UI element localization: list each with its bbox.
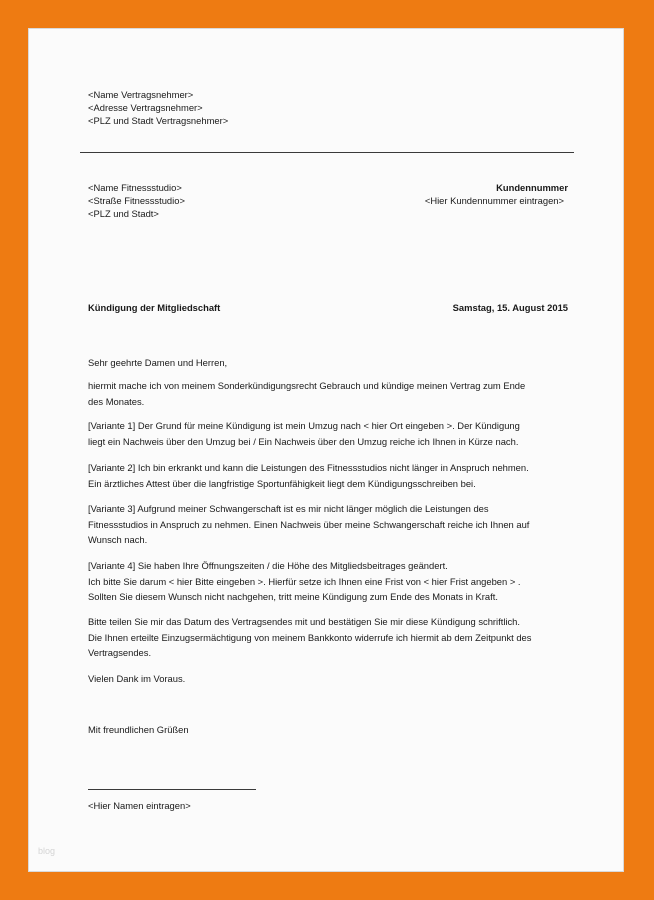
variant-3-line: Wunsch nach. bbox=[88, 534, 148, 545]
confirmation-line: Bitte teilen Sie mir das Datum des Vertragsendes mit und bestätigen Sie mir diese Kündigung schriftlich. bbox=[88, 616, 520, 627]
variant-1-line: [Variante 1] Der Grund für meine Kündigung ist mein Umzug nach < hier Ort eingeben >. Der Kündigung bbox=[88, 420, 520, 431]
intro-line: hiermit mache ich von meinem Sonderkündigungsrecht Gebrauch und kündige meinen Vertrag zum Ende bbox=[88, 380, 526, 391]
closing-line: Mit freundlichen Grüßen bbox=[88, 724, 189, 735]
header-divider bbox=[80, 152, 574, 153]
variant-2-paragraph bbox=[88, 460, 578, 491]
variant-2-line: Ein ärztliches Attest über die langfristige Sportunfähigkeit liegt dem Kündigungsschreiben bei. bbox=[88, 477, 476, 489]
confirmation-line: Die Ihnen erteilte Einzugsermächtigung von meinem Bankkonto widerrufe ich hiermit ab dem Zeitpunkt des bbox=[88, 631, 532, 643]
variant-1-line: liegt ein Nachweis über den Umzug bei / Ein Nachweis über den Umzug reiche ich Ihnen in Kürze nach. bbox=[88, 435, 519, 447]
variant-4-line: Ich bitte Sie darum < hier Bitte eingeben >. Hierfür setze ich Ihnen eine Frist von < hier Frist angeben > . bbox=[88, 575, 521, 587]
watermark: blog bbox=[38, 846, 56, 856]
signature-line bbox=[88, 789, 256, 790]
variant-4-line: Sollten Sie diesem Wunsch nicht nachgehen, tritt meine Kündigung zum Ende des Monats in Kraft. bbox=[88, 591, 498, 602]
variant-3-line: Fitnessstudios in Anspruch zu nehmen. Einen Nachweis über meine Schwangerschaft reiche ich Ihnen auf bbox=[88, 518, 530, 530]
intro-paragraph bbox=[88, 378, 578, 409]
variant-3-paragraph bbox=[88, 501, 578, 548]
variant-2-line: [Variante 2] Ich bin erkrankt und kann die Leistungen des Fitnessstudios nicht länger in Anspruch nehmen. bbox=[88, 462, 529, 473]
recipient-name: <Name Fitnessstudio> bbox=[88, 182, 182, 193]
recipient-city: <PLZ und Stadt> bbox=[88, 208, 159, 219]
confirmation-paragraph bbox=[88, 614, 578, 661]
recipient-street: <Straße Fitnessstudio> bbox=[88, 195, 185, 206]
signature-name: <Hier Namen eintragen> bbox=[88, 800, 191, 811]
letter-page bbox=[28, 28, 624, 872]
customer-number-label: Kundennummer bbox=[496, 182, 568, 193]
variant-3-line: [Variante 3] Aufgrund meiner Schwangerschaft ist es mir nicht länger möglich die Leistungen des bbox=[88, 503, 489, 514]
variant-1-paragraph bbox=[88, 418, 578, 449]
sender-address: <Adresse Vertragsnehmer> bbox=[88, 102, 203, 113]
letter-subject: Kündigung der Mitgliedschaft bbox=[88, 302, 221, 313]
sender-name: <Name Vertragsnehmer> bbox=[88, 89, 194, 100]
letter-date: Samstag, 15. August 2015 bbox=[452, 302, 568, 313]
thanks-line: Vielen Dank im Voraus. bbox=[88, 673, 186, 684]
customer-number-value: <Hier Kundennummer eintragen> bbox=[424, 195, 564, 206]
variant-4-paragraph bbox=[88, 558, 578, 605]
sender-city: <PLZ und Stadt Vertragsnehmer> bbox=[88, 115, 229, 126]
confirmation-line: Vertragsendes. bbox=[88, 647, 152, 658]
variant-4-line: [Variante 4] Sie haben Ihre Öffnungszeiten / die Höhe des Mitgliedsbeitrages geändert. bbox=[88, 560, 448, 571]
intro-line: des Monates. bbox=[88, 395, 145, 407]
salutation: Sehr geehrte Damen und Herren, bbox=[88, 357, 228, 368]
